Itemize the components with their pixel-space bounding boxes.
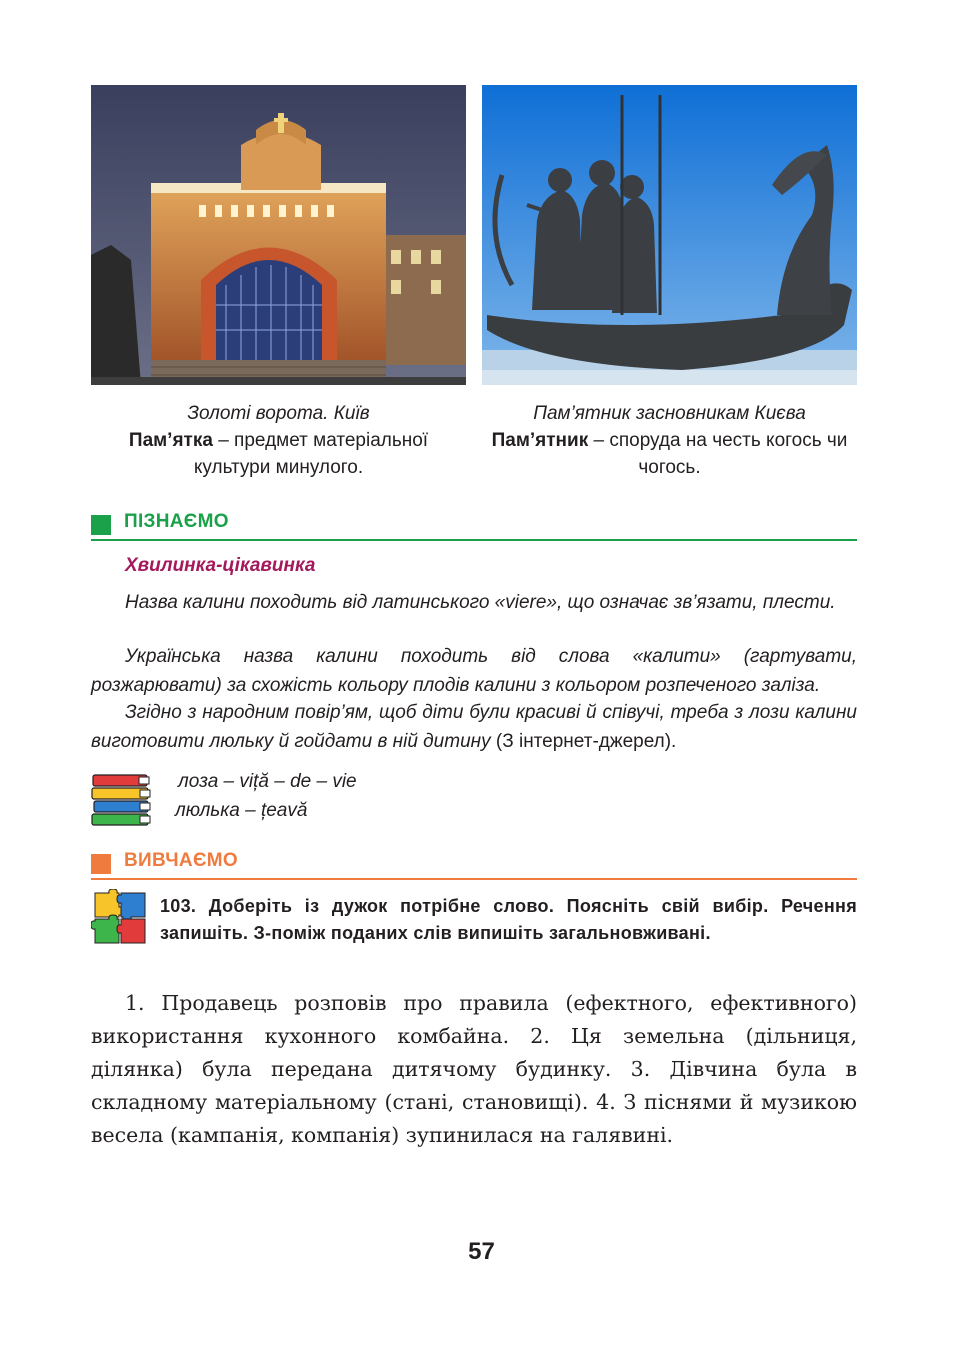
fact-title: Хвилинка-цікавинка [125, 555, 316, 576]
section-header-study [91, 849, 857, 879]
caption-monument [482, 400, 857, 481]
golden-gate-photo [91, 85, 466, 385]
caption-definition-text: – предмет матеріальної культури минулого. [193, 430, 429, 478]
exercise-text: 1. Продавець розповів про правила (ефектного, ефективного) використання кухонного комбайна. 2. Ця земельна (дільниця, ділянка) була передана дитячому будинку. 3. Дівчина була в складному матеріальному (стані, становищі). 4. З піснями й музикою весела (кампанія, компанія) зупинилася на галявині. [91, 991, 857, 1147]
section-divider [91, 539, 857, 541]
caption-title: Золоті ворота. Київ [187, 403, 370, 424]
books-icon [91, 773, 153, 832]
caption-title: Пам’ятник засновникам Києва [533, 403, 806, 424]
fact-paragraph: Українська назва калини походить від слова «калити» (гартувати, розжарювати) за схожість кольору плодів калини з кольором розпеченого заліза. [91, 646, 857, 696]
caption-term: Пам’ятка [128, 430, 213, 451]
caption-golden-gate [91, 400, 466, 481]
section-marker [91, 515, 111, 535]
vocabulary-item: лоза – viță – de – vie [178, 771, 357, 792]
fact-paragraph-text: Згідно з народним повір’ям, щоб діти були красиві й співучі, треба з лози калини виготовити люльку й гойдати в ній дитину [91, 702, 857, 752]
section-divider [91, 878, 857, 880]
section-marker [91, 854, 111, 874]
section-title: ВИВЧАЄМО [124, 850, 238, 871]
exercise-task: 103. Доберіть із дужок потрібне слово. Поясніть свій вибір. Речення запишіть. З-поміж поданих слів випишіть загальновживані. [160, 896, 857, 943]
caption-definition-text: – споруда на честь когось чи чогось. [588, 430, 848, 478]
page-number: 57 [468, 1238, 495, 1265]
fact-source: (З інтернет-джерел). [495, 731, 677, 752]
section-header-know [91, 510, 857, 540]
vocabulary-item: люлька – țeavă [175, 800, 308, 821]
fact-paragraph: Назва калини походить від латинського «viere», що означає зв’язати, плести. [125, 592, 836, 613]
caption-term: Пам’ятник [491, 430, 589, 451]
section-title: ПІЗНАЄМО [124, 511, 229, 532]
puzzle-icon [91, 889, 149, 952]
caption-definition [91, 427, 466, 481]
founders-monument-photo [482, 85, 857, 385]
fact-paragraph [91, 698, 857, 756]
caption-definition [482, 427, 857, 481]
